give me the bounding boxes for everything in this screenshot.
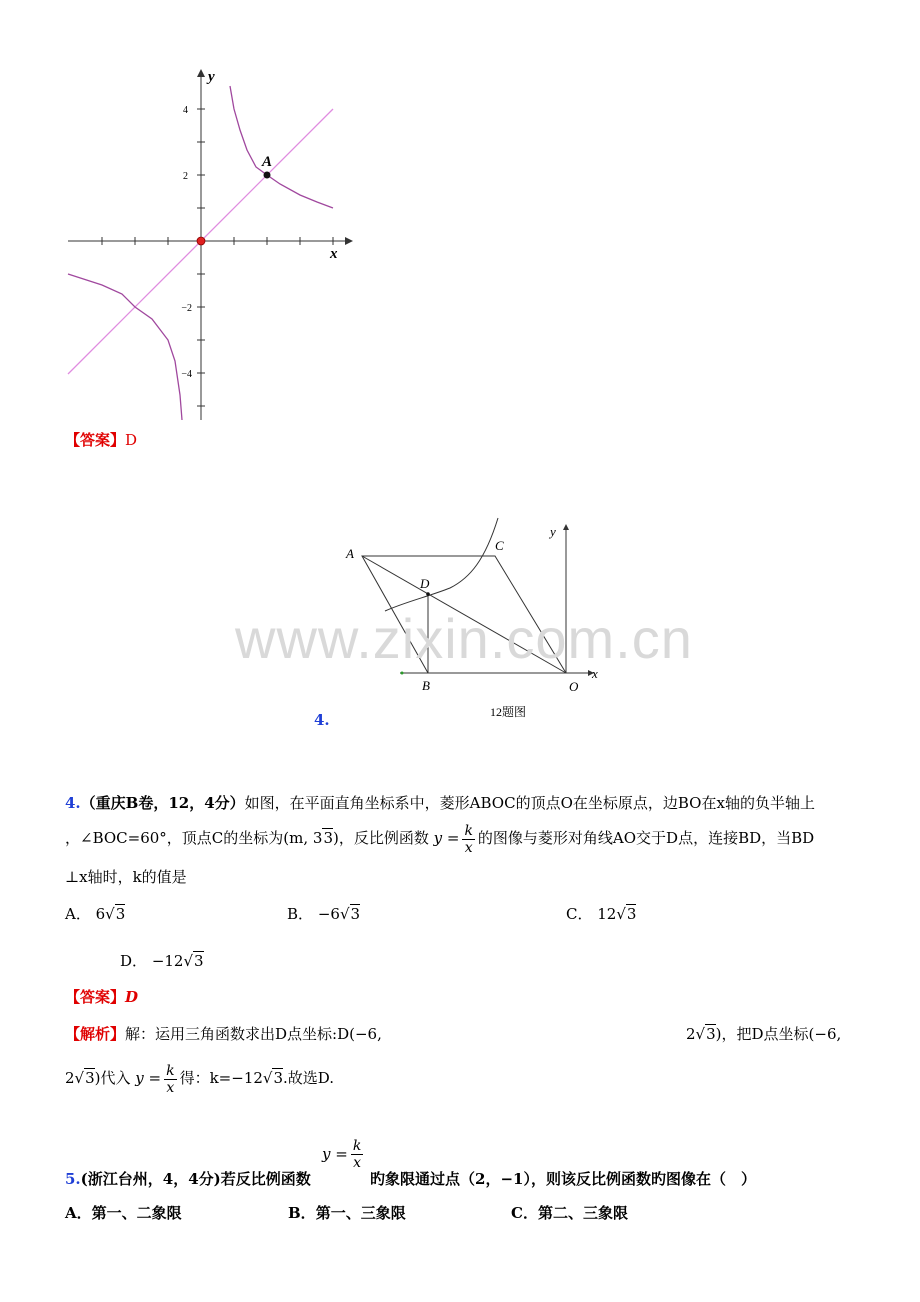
q5-source: (浙江台州，4，4分) [80, 1170, 221, 1188]
frac-num: k [166, 1062, 175, 1079]
q4-analysis-line1 [65, 1023, 382, 1044]
q4-number: 4. [65, 794, 81, 812]
option-coef: 12 [597, 905, 617, 923]
option-coef: −12 [151, 952, 184, 970]
q5-fraction-block [322, 1138, 366, 1171]
q4-answer [65, 986, 138, 1007]
label-b: B [422, 678, 430, 693]
answer-value: D [125, 431, 138, 449]
label-o: O [569, 679, 579, 694]
q4-text-line2a: ，∠BOC=60°，顶点C的坐标为(m, 3 [65, 829, 323, 847]
option-label: D． [120, 952, 148, 970]
y-tick-label: −2 [181, 303, 192, 314]
q4-text-line1: 如图，在平面直角坐标系中，菱形ABOC的顶点O在坐标原点，边BO在x轴的负半轴上 [244, 794, 815, 812]
option-label: C． [566, 905, 593, 923]
x-axis-arrow [345, 237, 353, 245]
frac-den: x [166, 1079, 175, 1096]
y-axis-label: y [208, 69, 215, 85]
q4-text-line2b: )，反比例函数 [332, 829, 429, 847]
analysis-coef: 2 [65, 1069, 75, 1087]
option-text: 第一、二象限 [91, 1204, 182, 1222]
option-label: B． [287, 905, 314, 923]
green-dot [401, 672, 404, 675]
q5-option-b [288, 1202, 406, 1223]
option-text: 第一、三象限 [315, 1204, 406, 1222]
analysis-text: .故选D. [283, 1069, 335, 1087]
q4-source: （重庆B卷，12，4分） [80, 794, 245, 812]
sqrt-3: 3 [350, 905, 361, 923]
point-a-label: A [262, 154, 273, 170]
answer-label: 【答案】 [65, 988, 126, 1006]
label-a: A [346, 546, 354, 561]
option-label: A． [65, 905, 91, 923]
frac-den: x [464, 839, 473, 856]
q4-analysis-line1-right: 2√3)，把D点坐标(−6, [686, 1025, 842, 1043]
graph-inverse-proportion [60, 65, 360, 435]
frac-den: x [353, 1155, 361, 1171]
watermark: www.zixin.com.cn [235, 607, 693, 670]
answer-line [65, 429, 137, 450]
hyperbola-branch-q3 [68, 274, 182, 420]
q5-text-a: 若反比例函数 [220, 1170, 311, 1188]
q5-option-c [511, 1202, 628, 1223]
answer-value: D [125, 988, 139, 1006]
analysis-text: 解：运用三角函数求出D点坐标:D(−6, [125, 1025, 382, 1043]
option-coef: −6 [317, 905, 340, 923]
y-tick-label: 2 [183, 171, 188, 182]
q5-fraction [351, 1138, 363, 1171]
analysis-coef: 2 [686, 1025, 696, 1043]
q5-y-eq: y = [322, 1145, 348, 1163]
option-label: C． [511, 1204, 538, 1222]
q4-text-line2c: 的图像与菱形对角线AO交于D点，连接BD，当BD [477, 829, 815, 847]
label-x: x [592, 666, 598, 681]
option-label: B． [288, 1204, 316, 1222]
sqrt-3: 3 [323, 829, 333, 847]
q5-text-b: 旳象限通过点（2，−1），则该反比例函数旳图像在（ ） [370, 1170, 756, 1188]
y-axis-arrow [563, 524, 569, 530]
y-axis-arrow [197, 69, 205, 77]
y-tick-label: −4 [181, 369, 192, 380]
analysis-label: 【解析】 [65, 1025, 126, 1043]
analysis-fraction [164, 1063, 176, 1096]
frac-num: k [352, 1138, 362, 1154]
analysis-y-eq: y = [135, 1069, 162, 1087]
q5-line1 [65, 1168, 311, 1189]
hyperbola-branch-q1 [230, 86, 333, 208]
q4-option-d: D． −12√3 [120, 952, 204, 970]
item-number: 4. [314, 711, 330, 729]
q4-line1 [65, 792, 815, 813]
y-tick-label: 4 [183, 105, 188, 116]
q4-analysis-line2: 2√3)代入 y = $\frac{k}{x}$ 得：k=−12√3.故选D. [65, 1062, 335, 1096]
frac-num: k [464, 822, 473, 839]
q4-option-b: B． −6√3 [287, 905, 361, 923]
sqrt-3: 3 [85, 1069, 95, 1087]
point-a [264, 172, 271, 179]
sqrt-3: 3 [273, 1069, 284, 1087]
answer-label: 【答案】 [65, 431, 126, 449]
sqrt-3: 3 [706, 1025, 716, 1043]
q4-line3: ⊥x轴时，k的值是 [65, 868, 187, 886]
q4-line2 [65, 820, 814, 856]
analysis-text: )代入 [94, 1069, 131, 1087]
figure-caption: 12题图 [490, 705, 527, 719]
option-label: A． [65, 1204, 92, 1222]
x-axis-label: x [330, 246, 338, 262]
analysis-text: )，把D点坐标(−6, [715, 1025, 842, 1043]
option-coef: 6 [95, 905, 106, 923]
q4-option-c: C． 12√3 [566, 905, 637, 923]
point-d [426, 592, 430, 596]
q4-fraction [462, 823, 474, 856]
q5-option-a [65, 1202, 182, 1223]
q4-option-a: A． 6√3 [65, 905, 126, 923]
option-text: 第二、三象限 [537, 1204, 628, 1222]
q5-number: 5. [65, 1170, 81, 1188]
sqrt-3: 3 [115, 905, 126, 923]
origin-point [197, 237, 205, 245]
q4-y-eq: y = [433, 829, 460, 847]
sqrt-3: 3 [626, 905, 637, 923]
label-c: C [495, 538, 504, 553]
hyperbola-curve [385, 518, 498, 611]
label-y: y [550, 524, 556, 539]
sqrt-3: 3 [194, 952, 204, 970]
label-d: D [420, 576, 430, 591]
analysis-text: 得：k=−12 [179, 1069, 263, 1087]
